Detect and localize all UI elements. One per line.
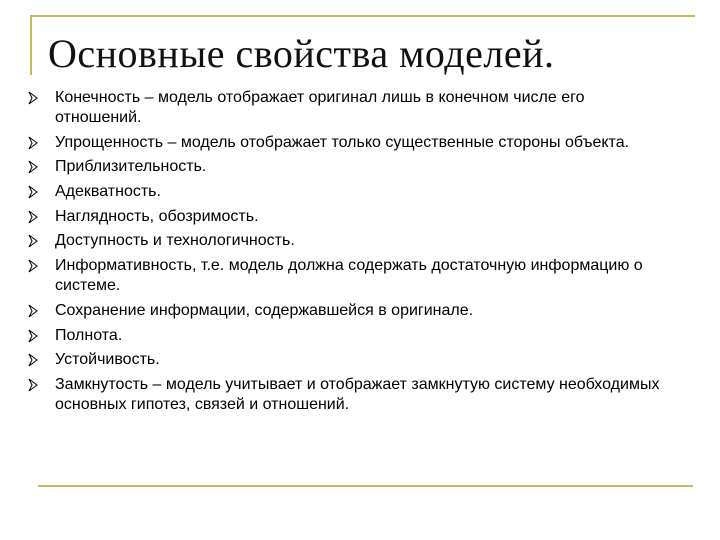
list-item: [28, 350, 668, 370]
arrow-bullet-icon: [28, 90, 38, 106]
vertical-accent-line: [30, 15, 32, 75]
slide-title: Основные свойства моделей.: [48, 31, 555, 76]
list-item-text: Наглядность, обозримость.: [55, 207, 259, 225]
list-item: [28, 157, 668, 177]
arrow-bullet-icon: [28, 209, 38, 225]
bullet-list: [28, 88, 668, 420]
arrow-bullet-icon: [28, 233, 38, 249]
list-item-text: Доступность и технологичность.: [55, 232, 295, 250]
list-item: [28, 256, 668, 296]
arrow-bullet-icon: [28, 303, 38, 319]
list-item-text: Замкнутость – модель учитывает и отображает замкнутую систему необходимых основных гипотез, связей и отношений.: [55, 375, 660, 413]
top-accent-line: [30, 15, 695, 17]
list-item-text: Приблизительность.: [55, 158, 207, 176]
list-item-text: Информативность, т.е. модель должна содержать достаточную информацию о системе.: [55, 257, 643, 295]
list-item: [28, 301, 668, 321]
list-item-text: Конечность – модель отображает оригинал лишь в конечном числе его отношений.: [55, 89, 585, 126]
list-item-text: Полнота.: [55, 326, 123, 344]
arrow-bullet-icon: [28, 377, 38, 393]
list-item: [28, 133, 668, 153]
list-item: [28, 88, 668, 128]
list-item: [28, 207, 668, 227]
list-item-text: Устойчивость.: [55, 351, 160, 369]
list-item-text: Сохранение информации, содержавшейся в оригинале.: [55, 301, 474, 319]
bottom-accent-line: [38, 485, 693, 487]
list-item: [28, 231, 668, 251]
arrow-bullet-icon: [28, 352, 38, 368]
arrow-bullet-icon: [28, 135, 38, 151]
list-item-text: Адекватность.: [55, 183, 161, 201]
arrow-bullet-icon: [28, 159, 38, 175]
list-item: [28, 182, 668, 202]
list-item-text: Упрощенность – модель отображает только существенные стороны объекта.: [55, 133, 630, 151]
arrow-bullet-icon: [28, 328, 38, 344]
list-item: [28, 375, 668, 415]
list-item: [28, 326, 668, 346]
arrow-bullet-icon: [28, 258, 38, 274]
arrow-bullet-icon: [28, 184, 38, 200]
